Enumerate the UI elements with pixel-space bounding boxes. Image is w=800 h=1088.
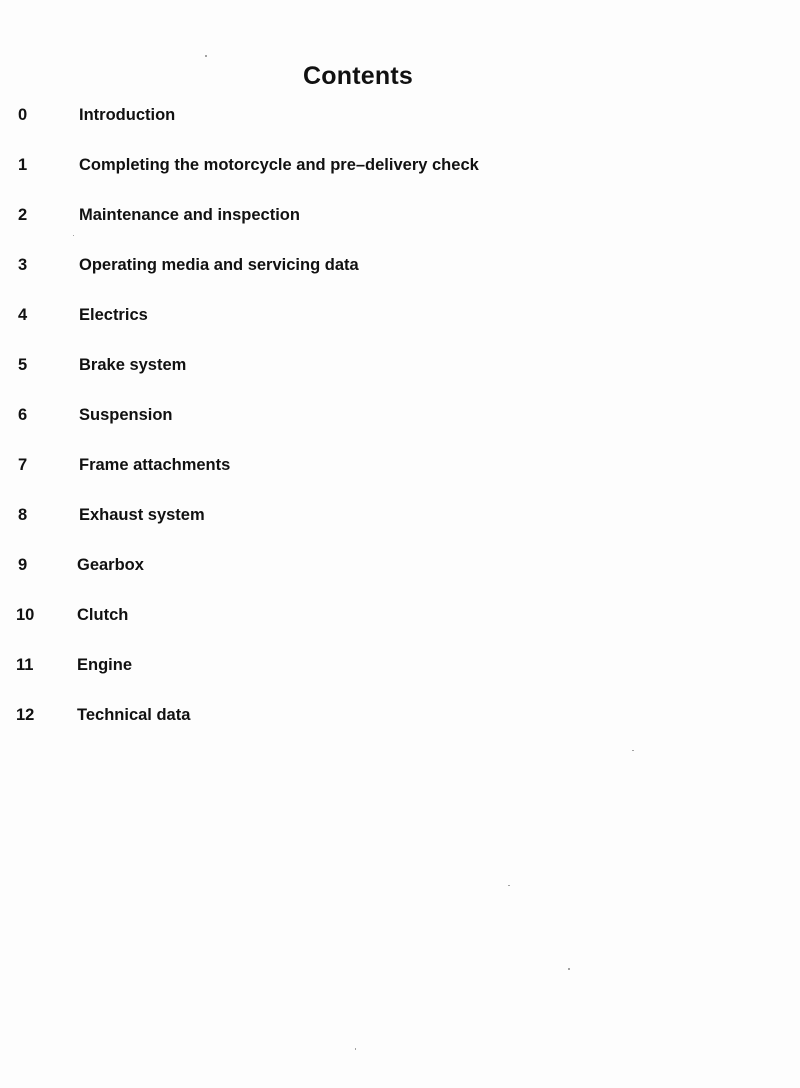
scan-speck bbox=[568, 968, 570, 970]
scan-speck bbox=[73, 235, 74, 236]
toc-entry-0[interactable] bbox=[0, 100, 800, 130]
page-title: Contents bbox=[303, 62, 413, 90]
toc-number: 1 bbox=[18, 156, 28, 174]
toc-label: Gearbox bbox=[77, 556, 144, 574]
scan-speck bbox=[508, 885, 510, 886]
toc-entry-2[interactable] bbox=[0, 200, 800, 230]
toc-label: Maintenance and inspection bbox=[79, 206, 300, 224]
toc-label: Operating media and servicing data bbox=[79, 256, 359, 274]
scan-speck bbox=[355, 1048, 356, 1050]
toc-entry-9[interactable] bbox=[0, 550, 800, 580]
toc-entry-8[interactable] bbox=[0, 500, 800, 530]
toc-label: Introduction bbox=[79, 106, 176, 124]
toc-entry-12[interactable] bbox=[0, 700, 800, 730]
toc-entry-6[interactable] bbox=[0, 400, 800, 430]
toc-label: Frame attachments bbox=[79, 456, 231, 474]
toc-entry-3[interactable] bbox=[0, 250, 800, 280]
toc-entry-10[interactable] bbox=[0, 600, 800, 630]
toc-number: 9 bbox=[18, 556, 28, 574]
toc-entry-11[interactable] bbox=[0, 650, 800, 680]
toc-number: 2 bbox=[18, 206, 28, 224]
toc-number: 6 bbox=[18, 406, 28, 424]
toc-number: 10 bbox=[16, 606, 35, 624]
toc-label: Technical data bbox=[77, 706, 191, 724]
toc-number: 0 bbox=[18, 106, 28, 124]
toc-entry-4[interactable] bbox=[0, 300, 800, 330]
toc-entry-1[interactable] bbox=[0, 150, 800, 180]
toc-number: 5 bbox=[18, 356, 28, 374]
toc-number: 3 bbox=[18, 256, 28, 274]
toc-label: Suspension bbox=[79, 406, 173, 424]
toc-label: Exhaust system bbox=[79, 506, 205, 524]
toc-label: Clutch bbox=[77, 606, 129, 624]
toc-entry-7[interactable] bbox=[0, 450, 800, 480]
toc-entry-5[interactable] bbox=[0, 350, 800, 380]
scan-speck bbox=[632, 750, 634, 751]
toc-number: 7 bbox=[18, 456, 28, 474]
toc-number: 8 bbox=[18, 506, 28, 524]
toc-label: Engine bbox=[77, 656, 133, 674]
toc-label: Electrics bbox=[79, 306, 148, 324]
toc-label: Completing the motorcycle and pre–delivery check bbox=[79, 156, 479, 174]
scan-speck bbox=[205, 55, 207, 57]
toc-number: 12 bbox=[16, 706, 35, 724]
toc-number: 4 bbox=[18, 306, 28, 324]
toc-label: Brake system bbox=[79, 356, 187, 374]
toc-number: 11 bbox=[16, 656, 34, 674]
